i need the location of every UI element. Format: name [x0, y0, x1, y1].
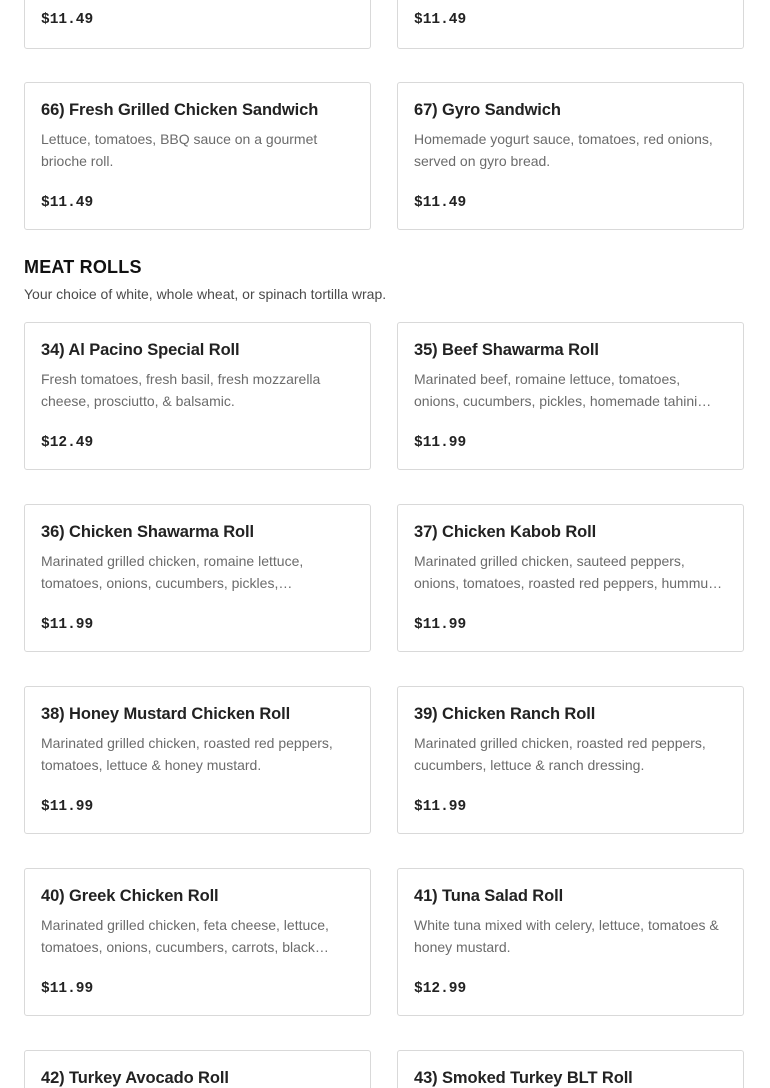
- menu-item-card[interactable]: [24, 1050, 371, 1088]
- menu-item-card[interactable]: [397, 322, 744, 470]
- section-subtitle: Your choice of white, whole wheat, or spinach tortilla wrap.: [24, 286, 387, 302]
- menu-item-card[interactable]: [397, 0, 744, 49]
- item-description: Marinated beef, romaine lettuce, tomatoes, onions, cucumbers, pickles, homemade tahini…: [414, 371, 712, 409]
- menu-item-card[interactable]: [397, 868, 744, 1016]
- item-price: $11.49: [41, 195, 94, 211]
- menu-item-card[interactable]: [397, 82, 744, 230]
- item-description: Homemade yogurt sauce, tomatoes, red onions, served on gyro bread.: [414, 131, 713, 169]
- item-price: $11.99: [41, 981, 94, 997]
- item-description: Marinated grilled chicken, sauteed peppers, onions, tomatoes, roasted red peppers, hummu…: [414, 553, 723, 591]
- item-name: 37) Chicken Kabob Roll: [414, 523, 597, 541]
- menu-item-card[interactable]: [24, 322, 371, 470]
- menu-item-card[interactable]: [24, 0, 371, 49]
- item-price: $12.99: [414, 981, 467, 997]
- menu-item-card[interactable]: [397, 504, 744, 652]
- section-title: MEAT ROLLS: [24, 257, 142, 277]
- item-description: Fresh tomatoes, fresh basil, fresh mozzarella cheese, prosciutto, & balsamic.: [41, 371, 321, 409]
- item-name: 36) Chicken Shawarma Roll: [41, 523, 254, 541]
- item-price: $11.99: [414, 435, 467, 451]
- item-name: 34) Al Pacino Special Roll: [41, 341, 240, 359]
- item-description: Marinated grilled chicken, romaine lettuce, tomatoes, onions, cucumbers, pickles,…: [41, 553, 304, 591]
- item-description: White tuna mixed with celery, lettuce, tomatoes & honey mustard.: [414, 917, 719, 955]
- item-description: Marinated grilled chicken, roasted red peppers, cucumbers, lettuce & ranch dressing.: [414, 735, 706, 773]
- item-name: 40) Greek Chicken Roll: [41, 887, 219, 905]
- menu-item-card[interactable]: [397, 686, 744, 834]
- item-name: 41) Tuna Salad Roll: [414, 887, 564, 905]
- item-name: 43) Smoked Turkey BLT Roll: [414, 1069, 633, 1087]
- item-name: 66) Fresh Grilled Chicken Sandwich: [41, 101, 319, 119]
- item-name: 35) Beef Shawarma Roll: [414, 341, 599, 359]
- menu-item-card[interactable]: [397, 1050, 744, 1088]
- item-price: $11.49: [414, 195, 467, 211]
- item-name: 67) Gyro Sandwich: [414, 101, 561, 119]
- item-price: $11.99: [41, 799, 94, 815]
- item-price: $11.49: [414, 12, 467, 28]
- menu-item-card[interactable]: [24, 82, 371, 230]
- item-price: $11.99: [414, 617, 467, 633]
- item-name: 42) Turkey Avocado Roll: [41, 1069, 229, 1087]
- item-price: $11.99: [414, 799, 467, 815]
- item-description: Marinated grilled chicken, roasted red peppers, tomatoes, lettuce & honey mustard.: [41, 735, 333, 773]
- item-price: $12.49: [41, 435, 94, 451]
- item-price: $11.99: [41, 617, 94, 633]
- item-name: 38) Honey Mustard Chicken Roll: [41, 705, 291, 723]
- item-price: $11.49: [41, 12, 94, 28]
- menu-item-card[interactable]: [24, 504, 371, 652]
- item-name: 39) Chicken Ranch Roll: [414, 705, 596, 723]
- item-description: Lettuce, tomatoes, BBQ sauce on a gourmet brioche roll.: [41, 131, 318, 169]
- item-description: Marinated grilled chicken, feta cheese, lettuce, tomatoes, onions, cucumbers, carrots, black…: [41, 917, 329, 955]
- menu-item-card[interactable]: [24, 686, 371, 834]
- menu-item-card[interactable]: [24, 868, 371, 1016]
